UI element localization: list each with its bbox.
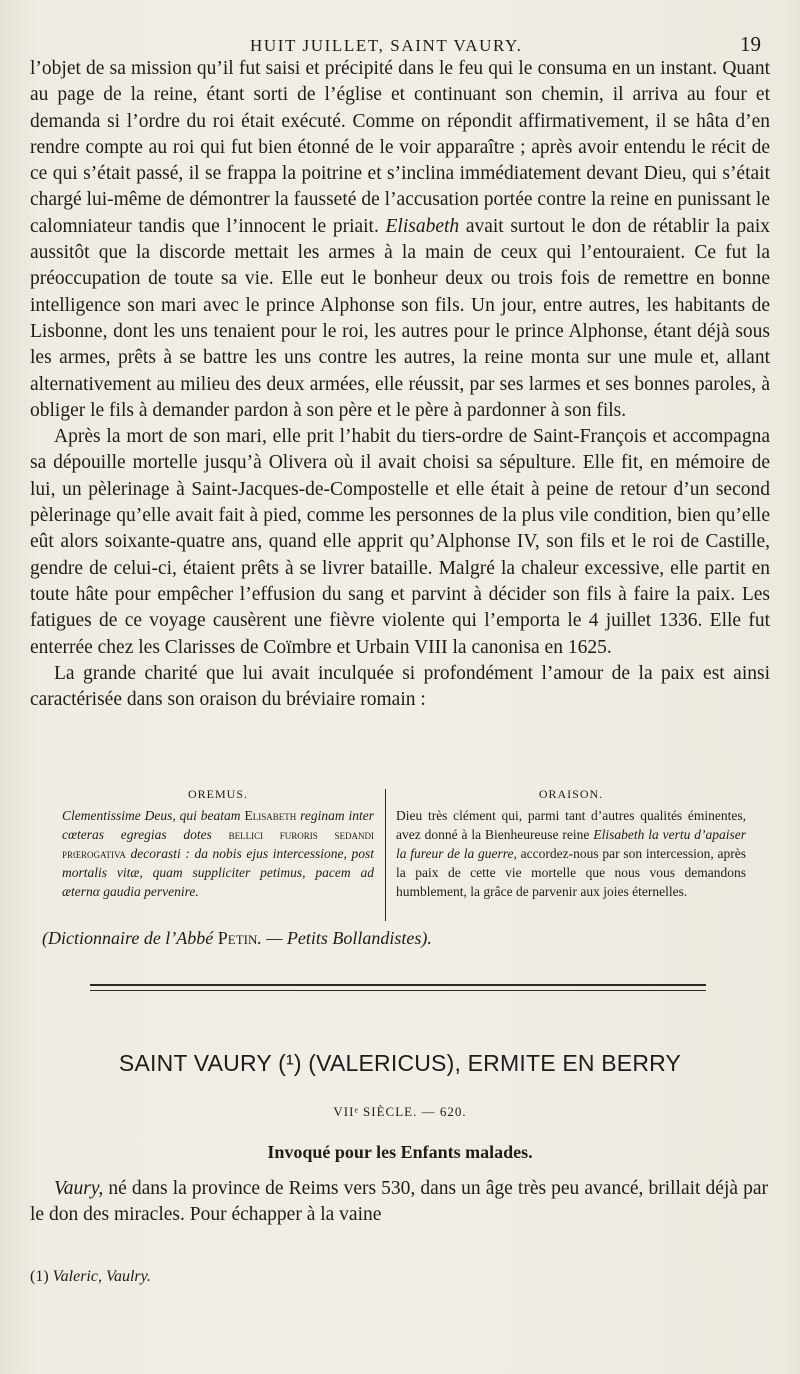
section-subtitle: VIIᵉ SIÈCLE. — 620. xyxy=(333,1104,467,1119)
paragraph-1 xyxy=(30,56,770,424)
footnote xyxy=(30,1268,151,1286)
saint-name: Vaury, xyxy=(54,1178,104,1199)
name-elisabeth: Elisabeth xyxy=(385,215,460,237)
french-line-b: accordez-nous par son intercession, après la paix de cette vie mortelle que nous vous demandons humblement, la grâce de parvenir aux joies éternelles. xyxy=(396,846,746,899)
latin-line-a: Clementissime Deus, qui beatam xyxy=(62,808,241,823)
source-author: Petin xyxy=(217,928,258,948)
paragraph-1-text: l’objet de sa mission qu’il fut saisi et précipité dans le feu qui le consuma en un instant. Quant au page de la reine, étant sorti de l’église et continuant son chemin, il arriva au four et demanda si l’ordre du roi était exécuté. Comme on répondit affirmativement, il se hâta d’en rendre compte au roi qui fut bien étonné de le voir apparaître ; après avoir entendu le récit de ce qui s’était passé, il se frappa la poitrine et s’inclina immédiatement devant Dieu, qui s’était chargé lui-même de démontrer la fausseté de l’accusation portée contre la reine en punissant le calomniateur tandis que l’innocent le priait. xyxy=(30,58,770,237)
section-rule-thick xyxy=(90,984,706,986)
paragraph-2: Après la mort de son mari, elle prit l’habit du tiers-ordre de Saint-François et accompagna sa dépouille mortelle jusqu’à Olivera où il avait choisi sa sépulture. Elle fit, en mémoire de lui, un pèlerinage à Saint-Jacques-de-Compostelle et elle était à peine de retour d’un second pèlerinage qu’elle avait fait à pied, comme les personnes de la plus vile condition, bien qu’elle eût alors soixante-quatre ans, quand elle apprit qu’Alphonse IV, son fils et le roi de Castille, gendre de celui-ci, étaient prêts à se livrer bataille. Malgré la chaleur excessive, elle partit en toute hâte pour empêcher l’effusion du sang et parvint à décider son fils à faire la paix. Les fatigues de ce voyage causèrent une fièvre violente qui l’emporta le 4 juillet 1336. Elle fut enterrée chez les Clarisses de Coïmbre et Urbain VIII la canonisa en 1625. xyxy=(30,426,770,658)
latin-line-b: reginam inter cœteras egregias dotes xyxy=(62,808,374,842)
main-text xyxy=(30,56,770,713)
french-prayer xyxy=(396,785,746,901)
latin-prayer-title: OREMUS. xyxy=(187,787,248,801)
source-part-b: . — Petits Bollandistes). xyxy=(257,928,432,948)
paragraph-3: La grande charité que lui avait inculquée si profondément l’amour de la paix est ainsi caractérisée dans son oraison du bréviaire romain : xyxy=(30,662,770,711)
latin-line-d: decorasti : da nobis ejus intercessione, post mortalis vitæ, quam suppliciter petimus, pacem ad æternα gaudia pervenire. xyxy=(62,846,375,899)
source-part-a: (Dictionnaire de l’Abbé xyxy=(42,928,214,948)
running-head: HUIT JUILLET, SAINT VAURY. xyxy=(250,36,523,55)
section-body xyxy=(30,1176,768,1229)
french-prayer-title: ORAISON. xyxy=(538,787,604,801)
paragraph-1-rest: avait surtout le don de rétablir la paix aussitôt que la discorde mettait les armes à la main de ceux qui l’entouraient. Ce fut la préoccupation de toute sa vie. Elle eut le bonheur deux ou trois fois de remettre en bonne intelligence son mari avec le prince Alphonse son fils. Un jour, entre autres, les habitants de Lisbonne, dont les uns tenaient pour le roi, les autres pour le prince Alphonse, étant déjà sous les armes, prêts à se battre les uns contre les autres, la reine monta sur une mule et, allant alternativement au milieu des deux armées, elle réussit, par ses larmes et ses bonnes paroles, à obliger le fils à demander pardon à son père et le père à pardonner à son fils. xyxy=(30,215,770,421)
latin-prayer xyxy=(62,785,374,901)
prayer-columns xyxy=(62,785,746,925)
footnote-text: Valeric, Vaulry. xyxy=(52,1268,151,1285)
latin-prayer-text xyxy=(62,806,374,901)
latin-line-c: bellici furoris sedandi prœrogativa xyxy=(62,827,374,861)
source-citation xyxy=(42,928,432,949)
section-rule-thin xyxy=(90,990,706,991)
french-prayer-text xyxy=(396,806,746,901)
footnote-marker: (1) xyxy=(30,1268,49,1285)
french-name: Elisabeth la vertu d’apaiser la fureur de la guerre, xyxy=(396,827,747,861)
column-divider xyxy=(385,789,386,921)
french-line-a: Dieu très clément qui, parmi tant d’autres qualités éminentes, avez donné à la Bienheureuse reine xyxy=(396,808,746,842)
latin-name: Elisabeth xyxy=(244,808,297,823)
page-number: 19 xyxy=(740,32,761,56)
section-invocation: Invoqué pour les Enfants malades. xyxy=(267,1142,533,1162)
section-title: SAINT VAURY (¹) (VALERICUS), ERMITE EN BERRY xyxy=(118,1050,682,1076)
section-body-text: né dans la province de Reims vers 530, dans un âge très peu avancé, brillait déjà par le don des miracles. Pour échapper à la vaine xyxy=(30,1178,768,1226)
